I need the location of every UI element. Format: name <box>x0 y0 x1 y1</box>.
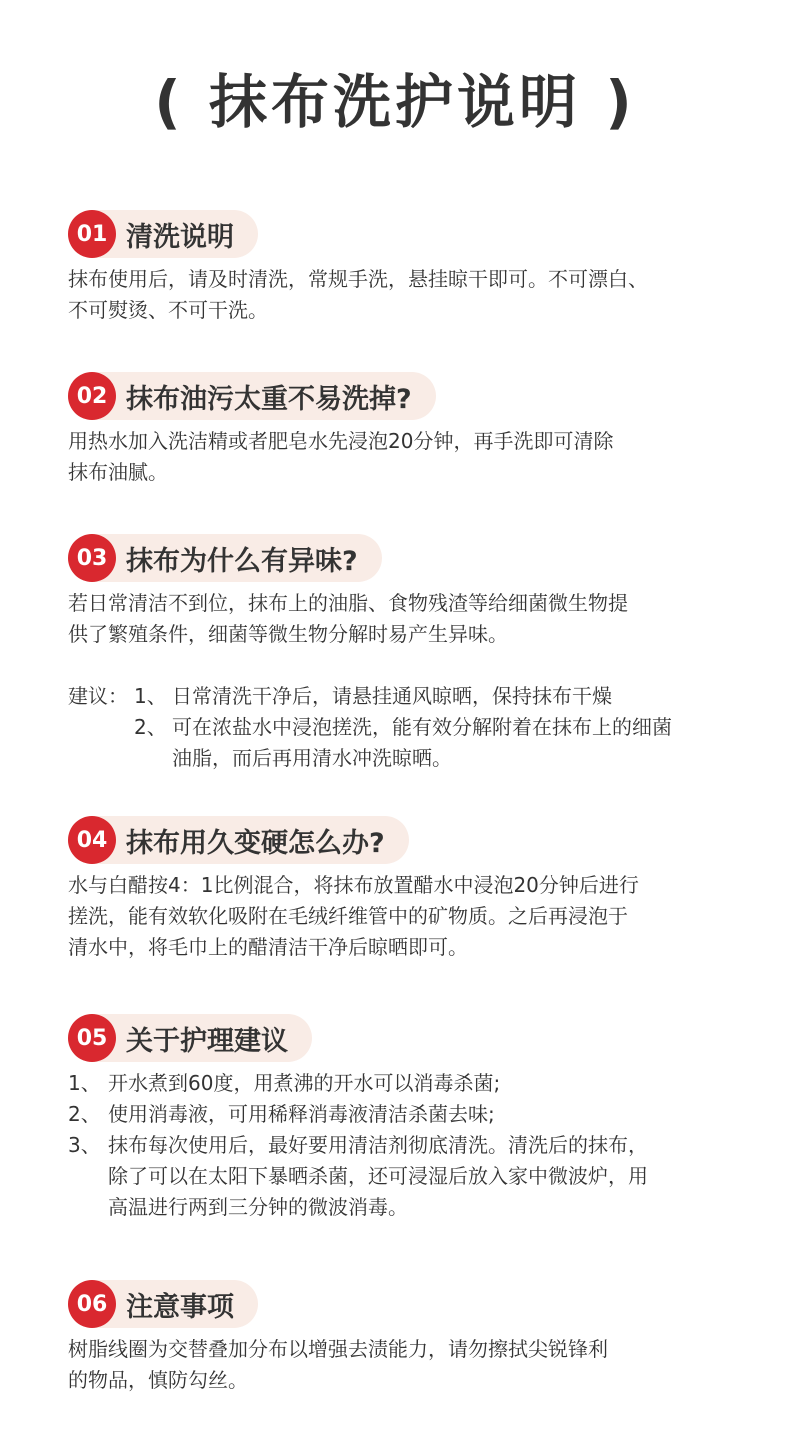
section-body <box>68 588 748 774</box>
list-text: 抹布每次使用后，最好要用清洁剂彻底清洗。清洗后的抹布， <box>108 1133 648 1157</box>
section-body <box>68 870 748 963</box>
body-line: 供了繁殖条件，细菌等微生物分解时易产生异味。 <box>68 622 508 646</box>
section-heavy-grease <box>68 372 748 488</box>
section-number-badge: 02 <box>68 372 116 420</box>
body-line: 树脂线圈为交替叠加分布以增强去渍能力，请勿擦拭尖锐锋利 <box>68 1337 608 1361</box>
advice-number: 2、 <box>134 715 167 739</box>
section-header <box>68 1014 312 1062</box>
section-care-tips <box>68 1014 748 1223</box>
section-hardened <box>68 816 748 963</box>
advice-text: 日常清洗干净后，请悬挂通风晾晒，保持抹布干燥 <box>172 684 612 708</box>
section-number-badge: 04 <box>68 816 116 864</box>
body-line: 抹布使用后，请及时清洗，常规手洗，悬挂晾干即可。不可漂白、 <box>68 267 648 291</box>
advice-item <box>68 712 748 743</box>
advice-number: 1、 <box>134 684 167 708</box>
list-item <box>68 1068 748 1099</box>
section-heading: 清洗说明 <box>126 221 234 253</box>
list-item <box>68 1130 748 1161</box>
section-number-badge: 06 <box>68 1280 116 1328</box>
section-number-badge: 05 <box>68 1014 116 1062</box>
section-heading: 注意事项 <box>126 1291 234 1323</box>
body-line: 的物品，慎防勾丝。 <box>68 1368 248 1392</box>
page-title: ( 抹布洗护说明 ) <box>154 68 636 136</box>
list-number: 2、 <box>68 1102 101 1126</box>
body-line: 水与白醋按4：1比例混合，将抹布放置醋水中浸泡20分钟后进行 <box>68 873 639 897</box>
section-header <box>68 534 382 582</box>
advice-label: 建议： <box>68 684 128 708</box>
section-cleaning-instructions <box>68 210 748 326</box>
advice-item <box>68 681 748 712</box>
section-body <box>68 1068 748 1223</box>
list-text: 除了可以在太阳下暴晒杀菌，还可浸湿后放入家中微波炉，用 <box>108 1164 648 1188</box>
list-text: 开水煮到60度，用煮沸的开水可以消毒杀菌; <box>108 1071 501 1095</box>
section-header <box>68 372 436 420</box>
section-precautions <box>68 1280 748 1396</box>
list-number: 1、 <box>68 1071 101 1095</box>
section-heading: 关于护理建议 <box>126 1025 288 1057</box>
section-header <box>68 210 258 258</box>
list-item <box>68 1099 748 1130</box>
section-heading: 抹布油污太重不易洗掉? <box>126 383 412 415</box>
section-body <box>68 1334 748 1396</box>
advice-text: 油脂，而后再用清水冲洗晾晒。 <box>172 746 452 770</box>
list-number: 3、 <box>68 1133 101 1157</box>
body-line: 用热水加入洗洁精或者肥皂水先浸泡20分钟，再手洗即可清除 <box>68 429 614 453</box>
body-line: 抹布油腻。 <box>68 460 168 484</box>
body-line: 不可熨烫、不可干洗。 <box>68 298 268 322</box>
section-number-badge: 03 <box>68 534 116 582</box>
section-body <box>68 426 748 488</box>
advice-text: 可在浓盐水中浸泡搓洗，能有效分解附着在抹布上的细菌 <box>172 715 672 739</box>
body-line: 搓洗，能有效软化吸附在毛绒纤维管中的矿物质。之后再浸泡于 <box>68 904 628 928</box>
section-body <box>68 264 748 326</box>
section-odor <box>68 534 748 774</box>
section-header <box>68 1280 258 1328</box>
section-number-badge: 01 <box>68 210 116 258</box>
list-text: 使用消毒液，可用稀释消毒液清洁杀菌去味; <box>108 1102 495 1126</box>
body-line: 清水中，将毛巾上的醋清洁干净后晾晒即可。 <box>68 935 468 959</box>
body-line: 若日常清洁不到位，抹布上的油脂、食物残渣等给细菌微生物提 <box>68 591 628 615</box>
section-heading: 抹布为什么有异味? <box>126 545 358 577</box>
list-text: 高温进行两到三分钟的微波消毒。 <box>108 1195 408 1219</box>
section-header <box>68 816 409 864</box>
section-heading: 抹布用久变硬怎么办? <box>126 827 385 859</box>
